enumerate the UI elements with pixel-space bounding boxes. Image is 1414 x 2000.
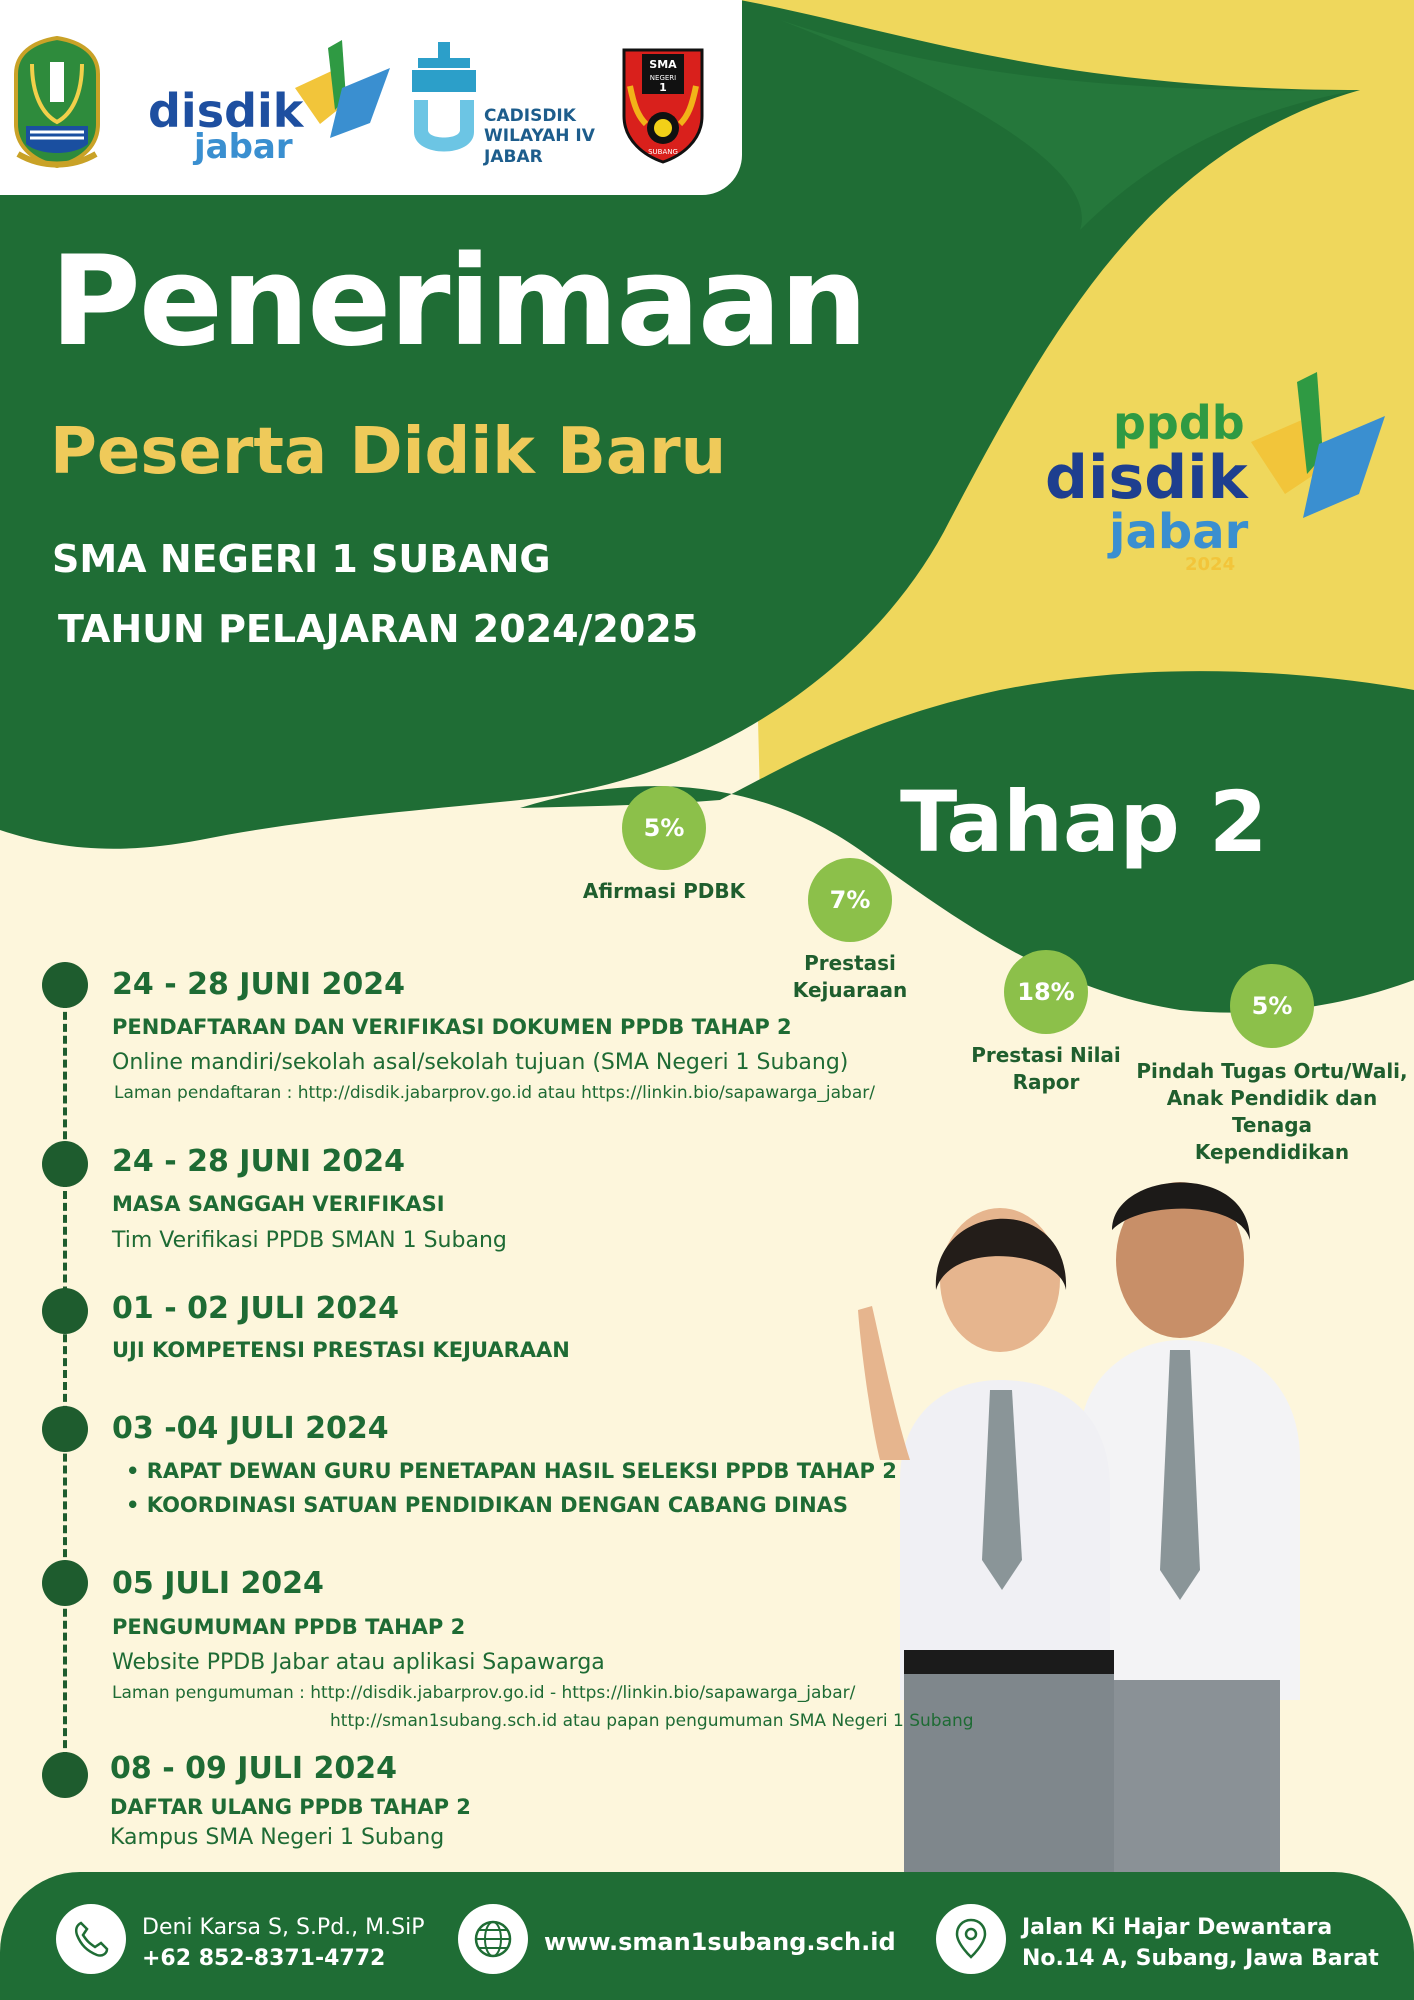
timeline-bullet: • KOORDINASI SATUAN PENDIDIKAN DENGAN CABANG DINAS bbox=[126, 1493, 849, 1517]
ppdb-logo-line1: ppdb bbox=[1113, 396, 1245, 450]
svg-text:NEGERI: NEGERI bbox=[649, 74, 677, 82]
timeline-dot bbox=[42, 1752, 88, 1798]
location-pin-icon bbox=[936, 1904, 1006, 1974]
ppdb-logo-line2: disdik bbox=[1045, 443, 1248, 513]
timeline-bullet-text: KOORDINASI SATUAN PENDIDIKAN DENGAN CABANG DINAS bbox=[146, 1493, 849, 1517]
cadisdik-line2: WILAYAH IV bbox=[484, 126, 595, 147]
svg-text:SUBANG: SUBANG bbox=[648, 148, 678, 156]
quota-pindah-tugas-circle: 5% bbox=[1230, 964, 1314, 1048]
cadisdik-line3: JABAR bbox=[484, 146, 543, 167]
timeline-title: MASA SANGGAH VERIFIKASI bbox=[112, 1192, 445, 1216]
timeline-dot bbox=[42, 1288, 88, 1334]
timeline-title: UJI KOMPETENSI PRESTASI KEJUARAAN bbox=[112, 1338, 570, 1362]
timeline-note: http://sman1subang.sch.id atau papan pengumuman SMA Negeri 1 Subang bbox=[330, 1711, 974, 1731]
quota-pindah-tugas-label-line2: Anak Pendidik dan Tenaga bbox=[1166, 1086, 1378, 1137]
ppdb-book-icon bbox=[1245, 370, 1390, 520]
cadisdik-tower-icon bbox=[404, 40, 484, 164]
quota-rapor-label-line2: Rapor bbox=[1012, 1070, 1080, 1094]
phone-icon bbox=[56, 1904, 126, 1974]
ppdb-logo bbox=[1045, 360, 1395, 580]
timeline-date: 24 - 28 JUNI 2024 bbox=[112, 1144, 406, 1179]
svg-text:SMA: SMA bbox=[649, 58, 677, 71]
svg-text:1: 1 bbox=[659, 81, 667, 94]
globe-icon bbox=[458, 1904, 528, 1974]
ppdb-logo-year: 2024 bbox=[1185, 554, 1236, 575]
school-name: SMA NEGERI 1 SUBANG bbox=[52, 537, 551, 581]
contact-name: Deni Karsa S, S.Pd., M.SiP bbox=[142, 1915, 425, 1940]
timeline-date: 24 - 28 JUNI 2024 bbox=[112, 967, 406, 1002]
timeline-dot bbox=[42, 1406, 88, 1452]
timeline-dot bbox=[42, 1560, 88, 1606]
quota-kejuaraan-circle: 7% bbox=[808, 858, 892, 942]
address-line2: No.14 A, Subang, Jawa Barat bbox=[1022, 1946, 1379, 1971]
ppdb-logo-line3: jabar bbox=[1109, 504, 1249, 560]
timeline-date: 01 - 02 JULI 2024 bbox=[112, 1291, 400, 1326]
timeline-bullet-text: RAPAT DEWAN GURU PENETAPAN HASIL SELEKSI PPDB TAHAP 2 bbox=[146, 1459, 897, 1483]
timeline-title: PENGUMUMAN PPDB TAHAP 2 bbox=[112, 1615, 466, 1639]
disdik-logo-text: disdik bbox=[148, 84, 304, 138]
disdik-book-icon bbox=[290, 38, 395, 140]
timeline-desc: Kampus SMA Negeri 1 Subang bbox=[110, 1825, 445, 1850]
academic-year: TAHUN PELAJARAN 2024/2025 bbox=[58, 607, 699, 651]
school-emblem bbox=[616, 46, 710, 166]
timeline-date: 03 -04 JULI 2024 bbox=[112, 1411, 389, 1446]
students-photo bbox=[840, 1140, 1410, 1880]
quota-pindah-tugas-label-line1: Pindah Tugas Ortu/Wali, bbox=[1136, 1059, 1408, 1083]
timeline-line bbox=[63, 1000, 67, 1760]
timeline-desc: Tim Verifikasi PPDB SMAN 1 Subang bbox=[112, 1228, 507, 1253]
timeline-desc: Online mandiri/sekolah asal/sekolah tujuan (SMA Negeri 1 Subang) bbox=[112, 1050, 849, 1075]
quota-afirmasi-label-line1: Afirmasi PDBK bbox=[582, 879, 746, 903]
address-line1: Jalan Ki Hajar Dewantara bbox=[1022, 1915, 1333, 1940]
headline-subtitle: Peserta Didik Baru bbox=[50, 415, 727, 489]
timeline-dot bbox=[42, 1141, 88, 1187]
timeline-dot bbox=[42, 962, 88, 1008]
quota-rapor-circle: 18% bbox=[1004, 950, 1088, 1034]
timeline-note: Laman pendaftaran : http://disdik.jabarprov.go.id atau https://linkin.bio/sapawarga_jabar/ bbox=[114, 1083, 875, 1103]
timeline-date: 05 JULI 2024 bbox=[112, 1566, 324, 1601]
quota-afirmasi-circle: 5% bbox=[622, 786, 706, 870]
cadisdik-line1: CADISDIK bbox=[484, 106, 576, 126]
quota-kejuaraan-label bbox=[750, 950, 950, 1004]
quota-kejuaraan-label-line1: Prestasi bbox=[804, 951, 896, 975]
west-java-emblem bbox=[12, 34, 102, 170]
headline-title: Penerimaan bbox=[50, 230, 866, 374]
quota-rapor-label-line1: Prestasi Nilai bbox=[971, 1043, 1121, 1067]
cadisdik-logo-text bbox=[484, 106, 595, 167]
quota-rapor-label bbox=[946, 1042, 1146, 1096]
stage-title: Tahap 2 bbox=[900, 773, 1268, 871]
contact-phone[interactable]: +62 852-8371-4772 bbox=[142, 1946, 386, 1971]
jabar-logo-text: jabar bbox=[194, 127, 293, 167]
timeline-title: DAFTAR ULANG PPDB TAHAP 2 bbox=[110, 1795, 471, 1819]
timeline-title: PENDAFTARAN DAN VERIFIKASI DOKUMEN PPDB TAHAP 2 bbox=[112, 1015, 792, 1039]
timeline-date: 08 - 09 JULI 2024 bbox=[110, 1751, 398, 1786]
quota-pindah-tugas-label-line3: Kependidikan bbox=[1194, 1140, 1350, 1164]
quota-afirmasi-label bbox=[564, 878, 764, 905]
timeline-desc: Website PPDB Jabar atau aplikasi Sapawarga bbox=[112, 1650, 605, 1675]
timeline-note: Laman pengumuman : http://disdik.jabarprov.go.id - https://linkin.bio/sapawarga_jabar/ bbox=[112, 1683, 856, 1703]
timeline-bullet: • RAPAT DEWAN GURU PENETAPAN HASIL SELEKSI PPDB TAHAP 2 bbox=[126, 1459, 897, 1483]
quota-kejuaraan-label-line2: Kejuaraan bbox=[792, 978, 908, 1002]
website-link[interactable]: www.sman1subang.sch.id bbox=[544, 1928, 896, 1956]
